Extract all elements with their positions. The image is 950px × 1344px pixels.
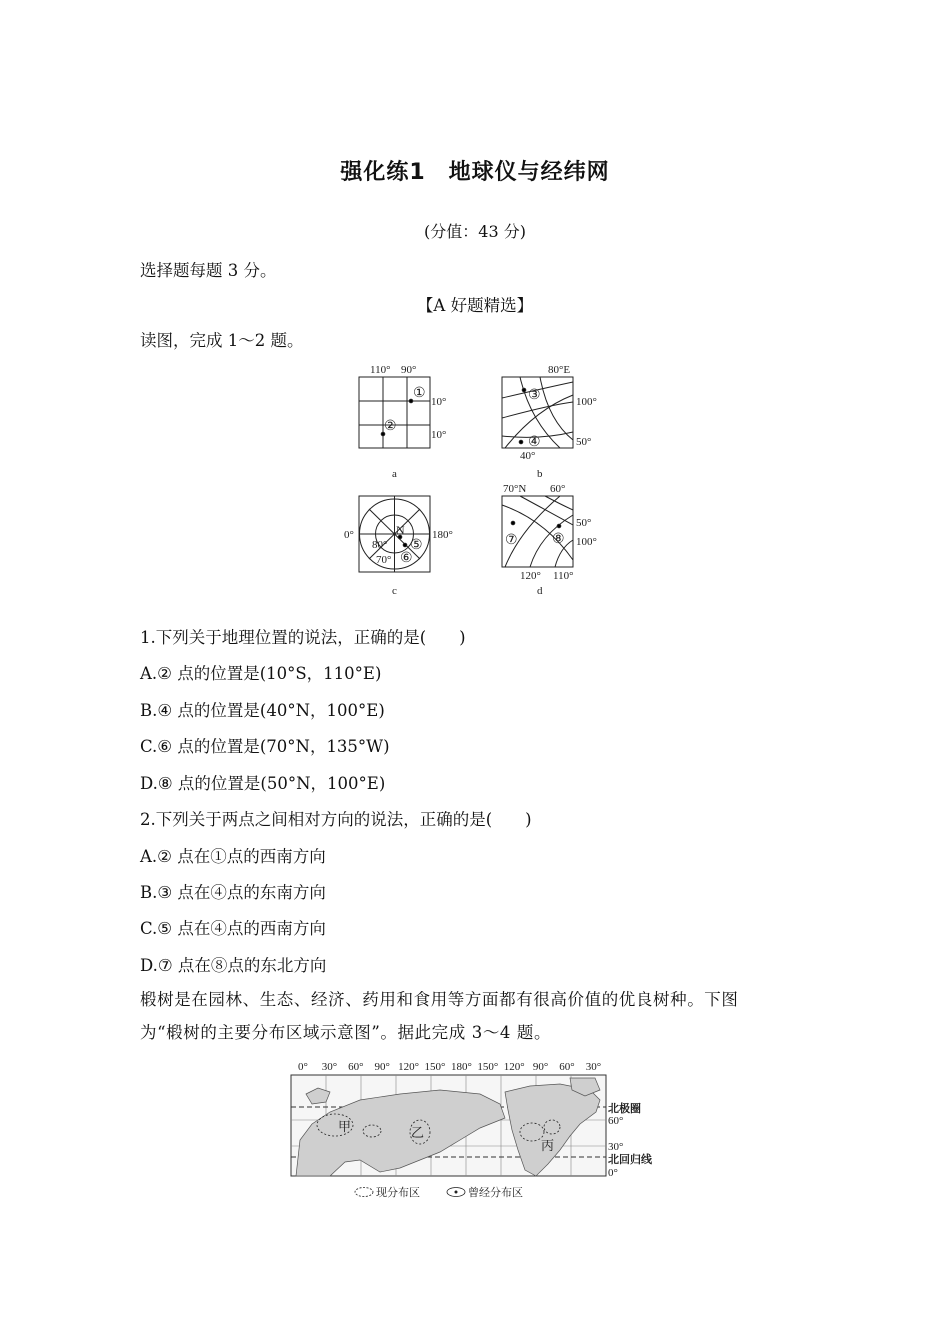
legend-former-label: 曾经分布区 [468, 1187, 523, 1199]
arctic-circle-label: 北极圈 [608, 1103, 641, 1115]
point-6: ⑥ [400, 551, 413, 566]
label-jia: 甲 [338, 1119, 352, 1134]
a-lat-bottom: 10° [431, 429, 447, 441]
point-7: ⑦ [505, 533, 518, 548]
passage [140, 983, 820, 1049]
tropic-label: 北回归线 [608, 1154, 652, 1166]
label-bing: 丙 [541, 1138, 555, 1153]
c-lat-80: 80° [372, 539, 388, 551]
caption-c: c [392, 585, 397, 597]
lat-60-label: 60° [608, 1115, 624, 1127]
lat-0-label: 0° [608, 1167, 618, 1179]
passage-line-2: 为“椴树的主要分布区域示意图”。据此完成 3～4 题。 [140, 1023, 552, 1042]
longitude-label: 180° [450, 1061, 472, 1073]
linden-distribution-map [285, 1058, 670, 1208]
caption-b: b [537, 468, 543, 480]
caption-a: a [392, 468, 397, 480]
question-2-option-a: A.② 点在①点的西南方向 [140, 847, 326, 866]
legend-former-dot [455, 1191, 458, 1194]
a-lon-left: 110° [370, 364, 391, 376]
longitude-label: 150° [424, 1061, 446, 1073]
question-1-stem: 1.下列关于地理位置的说法，正确的是( ) [140, 628, 466, 647]
point-2: ② [384, 419, 397, 434]
longitude-label: 120° [503, 1061, 525, 1073]
d-bottom-right: 110° [553, 570, 574, 582]
diagram-c [359, 496, 430, 572]
section-heading: 【A 好题精选】 [416, 296, 534, 315]
longitude-label: 60° [559, 1061, 575, 1073]
longitude-label: 90° [374, 1061, 390, 1073]
page-title: 强化练1 地球仪与经纬网 [340, 160, 610, 185]
longitude-label: 90° [532, 1061, 549, 1073]
d-bottom-left: 120° [520, 570, 541, 582]
b-right-bottom: 50° [576, 436, 592, 448]
point-5: ⑤ [410, 538, 423, 553]
question-2-option-d: D.⑦ 点在⑧点的东北方向 [140, 956, 327, 975]
c-left-label: 0° [344, 529, 354, 541]
longitude-label: 60° [348, 1061, 364, 1073]
legend-current-label: 现分布区 [376, 1187, 420, 1199]
question-1-option-c: C.⑥ 点的位置是(70°N，135°W) [140, 737, 390, 756]
question-2-option-b: B.③ 点在④点的东南方向 [140, 883, 326, 902]
d-right-bottom: 100° [576, 536, 597, 548]
point-3: ③ [528, 388, 541, 403]
graticule-figure [330, 360, 620, 600]
b-top-label: 80°E [548, 364, 571, 376]
longitude-label: 0° [298, 1061, 308, 1073]
d-top-right: 60° [550, 483, 566, 495]
question-1-option-a: A.② 点的位置是(10°S，110°E) [140, 664, 382, 683]
question-1-option-b: B.④ 点的位置是(40°N，100°E) [140, 701, 385, 720]
b-bottom-label: 40° [520, 450, 536, 462]
point-4: ④ [528, 435, 541, 450]
caption-d: d [537, 585, 543, 597]
b-right-top: 100° [576, 396, 597, 408]
longitude-labels [298, 1061, 601, 1073]
a-lat-top: 10° [431, 396, 447, 408]
c-right-label: 180° [432, 529, 453, 541]
question-2-stem: 2.下列关于两点之间相对方向的说法，正确的是( ) [140, 810, 532, 829]
c-pole-label: N [396, 523, 405, 537]
a-lon-right: 90° [401, 364, 417, 376]
longitude-label: 150° [477, 1061, 499, 1073]
score-note: (分值：43 分) [424, 222, 526, 241]
question-1-option-d: D.⑧ 点的位置是(50°N，100°E) [140, 774, 386, 793]
longitude-label: 30° [585, 1061, 602, 1073]
c-lat-70: 70° [376, 554, 392, 566]
lat-30-label: 30° [608, 1141, 624, 1153]
longitude-label: 120° [398, 1061, 420, 1073]
d-right-top: 50° [576, 517, 592, 529]
d-top-left: 70°N [503, 483, 527, 495]
longitude-label: 30° [321, 1061, 338, 1073]
passage-line-1: 椴树是在园林、生态、经济、药用和食用等方面都有很高价值的优良树种。下图 [140, 990, 739, 1009]
legend-current-icon [355, 1188, 373, 1197]
point-8: ⑧ [552, 532, 565, 547]
question-2-option-c: C.⑤ 点在④点的西南方向 [140, 919, 326, 938]
label-yi: 乙 [411, 1125, 425, 1140]
instruction: 选择题每题 3 分。 [140, 261, 277, 280]
question-intro: 读图，完成 1～2 题。 [140, 331, 304, 350]
point-1: ① [413, 386, 426, 401]
